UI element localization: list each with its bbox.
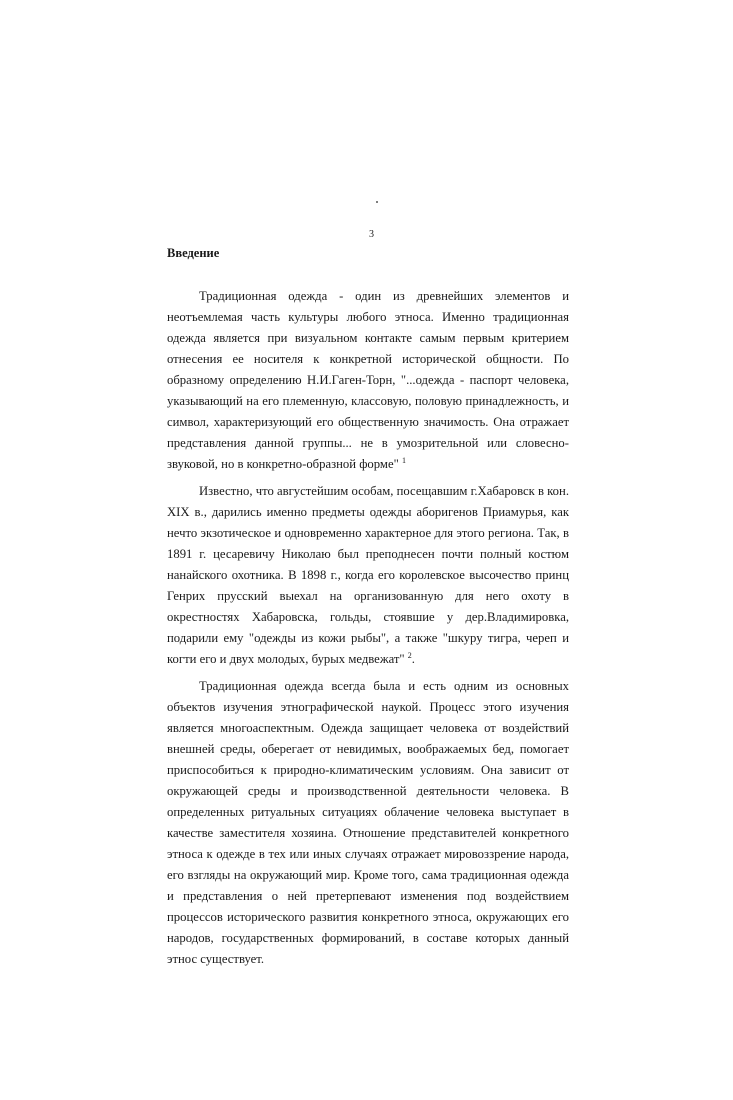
footnote-ref[interactable]: 2 — [407, 651, 412, 660]
footnote-ref[interactable]: 1 — [401, 456, 406, 465]
paragraph-text: Традиционная одежда - один из древнейших элементов и неотъемлемая часть культуры любого этноса. Именно традиционная одежда является при визуальном контакте самым первым критерием отнесения ее носителя к конкретной исторической общности. По образному определению Н.И.Гаген-Торн, "...одежда - паспорт человека, указывающий на его племенную, классовую, половую принадлежность, и символ, характеризующий его общественную значимость. Она отражает представления данной группы... не в умозрительной или словесно-звуковой, но в конкретно-образной форме" — [167, 289, 569, 471]
page-number: 3 — [369, 229, 374, 240]
paragraph-text: Известно, что августейшим особам, посещавшим г.Хабаровск в кон. XIX в., дарились именно предметы одежды аборигенов Приамурья, как нечто экзотическое и одновременно характерное для этого региона. Так, в 1891 г. цесаревичу Николаю был преподнесен почти полный костюм нанайского охотника. В 1898 г., когда его королевское высочество принц Генрих прусский выехал на организованную для него охоту в окрестностях Хабаровска, гольды, стоявшие у дер.Владимировка, подарили ему "одежды из кожи рыбы", а также "шкуру тигра, череп и когти его и двух молодых, бурых медвежат" — [167, 484, 569, 666]
paragraph-2 — [167, 481, 569, 670]
scan-speck — [376, 201, 378, 203]
paragraph-text: Традиционная одежда всегда была и есть одним из основных объектов изучения этнографической наукой. Процесс этого изучения является многоаспектным. Одежда защищает человека от воздействий внешней среды, оберегает от невидимых, воображаемых бед, помогает приспособиться к природно-климатическим условиям. Она зависит от окружающей среды и производственной деятельности человека. В определенных ритуальных ситуациях облачение человека выступает в качестве заместителя хозяина. Отношение представителей конкретного этноса к одежде в тех или иных случаях отражает мировоззрение народа, его взгляды на окружающий мир. Кроме того, сама традиционная одежда и представления о ней претерпевают изменения под воздействием процессов исторического развития конкретного этноса, окружающих его народов, государственных формирований, в составе которых данный этнос существует. — [167, 679, 569, 966]
paragraph-tail: . — [411, 652, 415, 666]
body-text — [167, 286, 569, 976]
section-heading: Введение — [167, 246, 220, 260]
paragraph-3 — [167, 676, 569, 970]
paragraph-1 — [167, 286, 569, 475]
